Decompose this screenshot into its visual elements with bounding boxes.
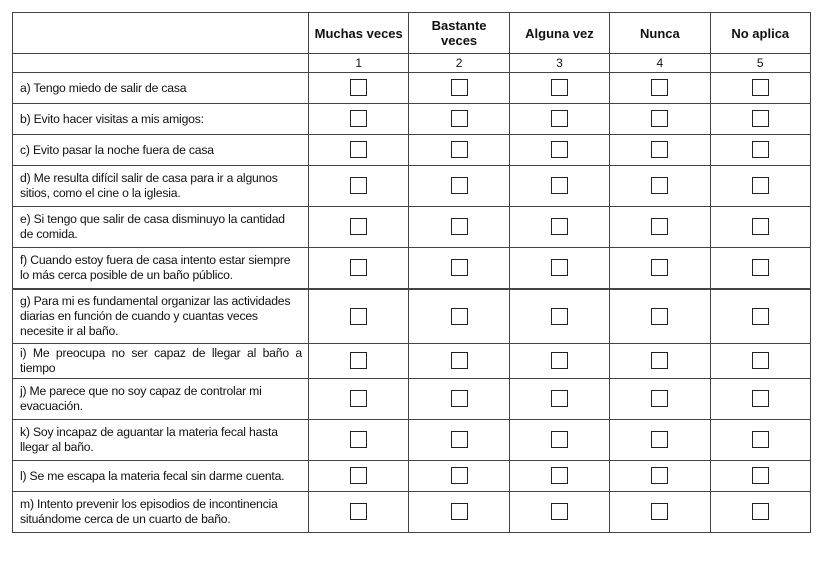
option-cell (409, 166, 509, 207)
answer-checkbox[interactable] (551, 110, 568, 127)
question-text (13, 492, 309, 533)
option-cell (509, 248, 609, 289)
option-cell (509, 207, 609, 248)
option-cell (710, 461, 810, 492)
answer-checkbox[interactable] (451, 352, 468, 369)
question-line: de comida. (20, 227, 78, 241)
option-cell (309, 420, 409, 461)
option-cell (610, 248, 710, 289)
question-line: b) Evito hacer visitas a mis amigos: (20, 111, 204, 126)
option-cell (710, 166, 810, 207)
answer-checkbox[interactable] (350, 503, 367, 520)
answer-checkbox[interactable] (651, 467, 668, 484)
option-cell (409, 73, 509, 104)
question-row (13, 135, 811, 166)
question-line: l) Se me escapa la materia fecal sin darme cuenta. (20, 468, 285, 483)
option-cell (710, 104, 810, 135)
header-option (409, 13, 509, 54)
answer-checkbox[interactable] (651, 352, 668, 369)
option-cell (309, 248, 409, 289)
option-cell (610, 166, 710, 207)
number-row (13, 54, 811, 73)
option-cell (710, 289, 810, 344)
question-row (13, 289, 811, 344)
question-text (13, 248, 309, 289)
option-cell (710, 73, 810, 104)
option-cell (509, 379, 609, 420)
option-cell (710, 344, 810, 379)
option-cell (309, 379, 409, 420)
option-cell (710, 492, 810, 533)
question-row (13, 73, 811, 104)
question-row (13, 344, 811, 379)
answer-checkbox[interactable] (451, 467, 468, 484)
answer-checkbox[interactable] (350, 79, 367, 96)
option-cell (309, 289, 409, 344)
option-cell (309, 344, 409, 379)
question-line: a) Tengo miedo de salir de casa (20, 80, 187, 95)
header-option (610, 13, 710, 54)
answer-checkbox[interactable] (651, 431, 668, 448)
question-text (13, 104, 309, 135)
answer-checkbox[interactable] (350, 259, 367, 276)
question-line: sitios, como el cine o la iglesia. (20, 186, 181, 200)
option-cell (610, 420, 710, 461)
answer-checkbox[interactable] (451, 79, 468, 96)
answer-checkbox[interactable] (551, 308, 568, 325)
question-line: j) Me parece que no soy capaz de controlar mi (20, 384, 262, 398)
header-line: No aplica (731, 25, 790, 41)
question-row (13, 379, 811, 420)
option-cell (509, 73, 609, 104)
option-cell (309, 135, 409, 166)
answer-checkbox[interactable] (451, 308, 468, 325)
option-cell (710, 207, 810, 248)
option-cell (610, 492, 710, 533)
answer-checkbox[interactable] (350, 141, 367, 158)
question-row (13, 492, 811, 533)
header-line: Muchas veces (314, 25, 403, 41)
option-cell (509, 492, 609, 533)
answer-checkbox[interactable] (752, 352, 769, 369)
question-row (13, 420, 811, 461)
option-cell (509, 289, 609, 344)
question-text (13, 289, 309, 344)
answer-checkbox[interactable] (451, 177, 468, 194)
answer-checkbox[interactable] (551, 177, 568, 194)
question-line: e) Si tengo que salir de casa disminuyo la cantidad (20, 212, 285, 226)
question-text (13, 73, 309, 104)
option-number: 3 (509, 54, 609, 73)
answer-checkbox[interactable] (551, 79, 568, 96)
answer-checkbox[interactable] (350, 308, 367, 325)
question-row (13, 461, 811, 492)
question-text (13, 135, 309, 166)
question-line: k) Soy incapaz de aguantar la materia fecal hasta (20, 425, 278, 439)
answer-checkbox[interactable] (551, 503, 568, 520)
answer-checkbox[interactable] (551, 390, 568, 407)
answer-checkbox[interactable] (752, 141, 769, 158)
option-cell (509, 166, 609, 207)
option-cell (309, 492, 409, 533)
option-cell (610, 73, 710, 104)
question-row (13, 166, 811, 207)
header-option (509, 13, 609, 54)
answer-checkbox[interactable] (752, 431, 769, 448)
option-cell (509, 420, 609, 461)
answer-checkbox[interactable] (451, 218, 468, 235)
question-text (13, 344, 309, 379)
option-cell (610, 104, 710, 135)
option-cell (409, 135, 509, 166)
answer-checkbox[interactable] (752, 503, 769, 520)
option-cell (509, 461, 609, 492)
answer-checkbox[interactable] (651, 141, 668, 158)
answer-checkbox[interactable] (651, 308, 668, 325)
question-line: c) Evito pasar la noche fuera de casa (20, 142, 214, 157)
option-cell (409, 289, 509, 344)
option-cell (610, 289, 710, 344)
question-text (13, 166, 309, 207)
answer-checkbox[interactable] (451, 431, 468, 448)
question-row (13, 207, 811, 248)
option-number: 2 (409, 54, 509, 73)
answer-checkbox[interactable] (350, 390, 367, 407)
option-cell (409, 461, 509, 492)
answer-checkbox[interactable] (752, 177, 769, 194)
option-cell (309, 207, 409, 248)
question-text (13, 379, 309, 420)
question-line: llegar al baño. (20, 440, 94, 454)
option-number: 5 (710, 54, 810, 73)
header-line: Nunca (640, 25, 680, 41)
question-list (13, 73, 811, 533)
header-row (13, 13, 811, 54)
question-line: g) Para mi es fundamental organizar las actividades (20, 293, 291, 308)
option-cell (509, 344, 609, 379)
answer-checkbox[interactable] (651, 218, 668, 235)
answer-checkbox[interactable] (350, 218, 367, 235)
header-line: Bastante (431, 18, 487, 33)
answer-checkbox[interactable] (350, 110, 367, 127)
answer-checkbox[interactable] (451, 503, 468, 520)
header-option (710, 13, 810, 54)
answer-checkbox[interactable] (551, 352, 568, 369)
answer-checkbox[interactable] (752, 467, 769, 484)
answer-checkbox[interactable] (451, 141, 468, 158)
answer-checkbox[interactable] (350, 431, 367, 448)
answer-checkbox[interactable] (350, 467, 367, 484)
answer-checkbox[interactable] (451, 259, 468, 276)
option-cell (509, 104, 609, 135)
answer-checkbox[interactable] (651, 390, 668, 407)
question-line: d) Me resulta difícil salir de casa para ir a algunos (20, 171, 278, 185)
option-cell (710, 248, 810, 289)
answer-checkbox[interactable] (551, 259, 568, 276)
option-cell (309, 73, 409, 104)
option-cell (710, 379, 810, 420)
answer-checkbox[interactable] (651, 177, 668, 194)
option-cell (309, 166, 409, 207)
option-cell (610, 135, 710, 166)
answer-checkbox[interactable] (551, 467, 568, 484)
answer-checkbox[interactable] (752, 259, 769, 276)
answer-checkbox[interactable] (451, 110, 468, 127)
option-number: 1 (309, 54, 409, 73)
number-blank-cell (13, 54, 309, 73)
option-cell (710, 135, 810, 166)
question-text (13, 420, 309, 461)
option-number: 4 (610, 54, 710, 73)
question-line: evacuación. (20, 399, 83, 413)
option-cell (409, 492, 509, 533)
option-cell (610, 461, 710, 492)
option-cell (610, 207, 710, 248)
question-line: m) Intento prevenir los episodios de incontinencia (20, 497, 278, 511)
question-line: situándome cerca de un cuarto de baño. (20, 512, 231, 526)
header-option (309, 13, 409, 54)
answer-checkbox[interactable] (752, 79, 769, 96)
answer-checkbox[interactable] (752, 110, 769, 127)
option-cell (409, 379, 509, 420)
option-cell (409, 344, 509, 379)
option-cell (409, 420, 509, 461)
question-row (13, 248, 811, 289)
question-line: necesite ir al baño. (20, 323, 119, 338)
option-cell (710, 420, 810, 461)
answer-checkbox[interactable] (752, 218, 769, 235)
question-text (13, 461, 309, 492)
option-cell (409, 104, 509, 135)
option-cell (309, 461, 409, 492)
survey-table (12, 12, 811, 533)
option-cell (610, 344, 710, 379)
header-line: Alguna vez (525, 25, 594, 41)
answer-checkbox[interactable] (752, 308, 769, 325)
answer-checkbox[interactable] (651, 110, 668, 127)
answer-checkbox[interactable] (350, 177, 367, 194)
answer-checkbox[interactable] (551, 141, 568, 158)
answer-checkbox[interactable] (350, 352, 367, 369)
option-cell (409, 248, 509, 289)
question-text (13, 207, 309, 248)
question-line: f) Cuando estoy fuera de casa intento estar siempre (20, 252, 291, 267)
option-cell (509, 135, 609, 166)
answer-checkbox[interactable] (752, 390, 769, 407)
option-cell (309, 104, 409, 135)
header-blank-cell (13, 13, 309, 54)
answer-checkbox[interactable] (651, 79, 668, 96)
answer-checkbox[interactable] (651, 259, 668, 276)
question-line: i) Me preocupa no ser capaz de llegar al baño a tiempo (20, 346, 302, 375)
header-line: veces (441, 33, 478, 48)
answer-checkbox[interactable] (551, 431, 568, 448)
question-line: diarias en función de cuando y cuantas veces (20, 308, 258, 323)
option-cell (610, 379, 710, 420)
answer-checkbox[interactable] (551, 218, 568, 235)
question-line: lo más cerca posible de un baño público. (20, 267, 233, 282)
question-row (13, 104, 811, 135)
answer-checkbox[interactable] (451, 390, 468, 407)
option-cell (409, 207, 509, 248)
answer-checkbox[interactable] (651, 503, 668, 520)
